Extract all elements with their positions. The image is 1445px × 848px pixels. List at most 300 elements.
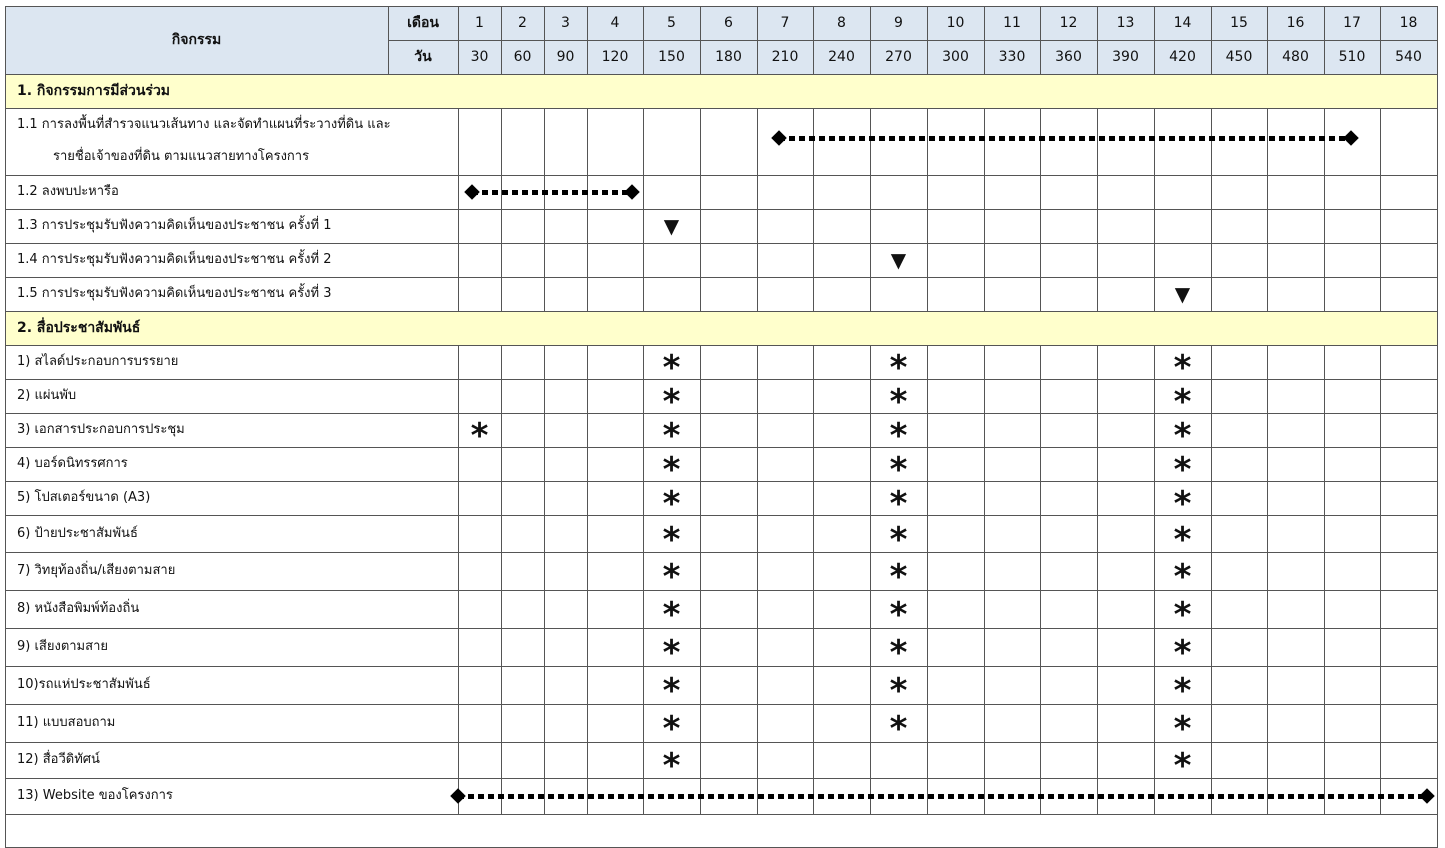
- grid-line-v: [984, 481, 985, 516]
- grid-line-v: [1211, 666, 1212, 705]
- activity-label: 1) สไลด์ประกอบการบรรยาย: [17, 354, 179, 369]
- grid-line-v: [813, 742, 814, 779]
- grid-line-v: [501, 666, 502, 705]
- header-month-2: 2: [518, 15, 527, 31]
- grid-line-v: [1040, 345, 1041, 380]
- grid-line-v: [1324, 379, 1325, 414]
- header-month-13: 13: [1116, 15, 1135, 31]
- grid-line-v: [1097, 481, 1098, 516]
- grid-line-v: [1154, 209, 1155, 244]
- grid-line-v: [544, 108, 545, 176]
- header-month-14: 14: [1173, 15, 1192, 31]
- grid-line-v: [1267, 379, 1268, 414]
- grid-line-v: [1437, 447, 1438, 482]
- header-month-7: 7: [780, 15, 790, 31]
- header-day-300: 300: [942, 49, 969, 65]
- grid-line-v: [544, 277, 545, 312]
- grid-line-v: [1097, 515, 1098, 553]
- star-marker: *: [889, 519, 908, 560]
- grid-line-v: [927, 277, 928, 312]
- grid-line-v: [1437, 481, 1438, 516]
- end-diamond: [624, 184, 640, 200]
- grid-line-v: [927, 108, 928, 176]
- grid-line-v: [1211, 447, 1212, 482]
- grid-line-v: [1380, 447, 1381, 482]
- grid-line-v: [643, 413, 644, 448]
- grid-line-v: [1040, 6, 1041, 75]
- activity-label: 2) แผ่นพับ: [17, 388, 77, 403]
- grid-line-v: [1040, 379, 1041, 414]
- grid-line-v: [700, 175, 701, 210]
- grid-line-v: [1437, 742, 1438, 779]
- triangle-marker: ▼: [1174, 282, 1191, 306]
- grid-line-v: [544, 742, 545, 779]
- header-day-420: 420: [1169, 49, 1196, 65]
- grid-line-v: [501, 515, 502, 553]
- grid-line-v: [501, 590, 502, 629]
- header-day-480: 480: [1282, 49, 1309, 65]
- grid-line-v: [1267, 552, 1268, 591]
- grid-line-v: [757, 742, 758, 779]
- star-marker: *: [1173, 671, 1192, 711]
- duration-line: [779, 136, 1351, 141]
- grid-line-v: [870, 704, 871, 743]
- grid-line-v: [813, 243, 814, 278]
- grid-line-v: [813, 108, 814, 176]
- grid-line-v: [1154, 345, 1155, 380]
- grid-line-v: [1324, 590, 1325, 629]
- grid-line-v: [927, 243, 928, 278]
- grid-line-v: [643, 6, 644, 75]
- grid-line-v: [1211, 6, 1212, 75]
- header-month-3: 3: [561, 15, 570, 31]
- grid-line-v: [1097, 175, 1098, 210]
- star-marker: *: [1173, 348, 1192, 388]
- grid-line-v: [700, 590, 701, 629]
- grid-line-v: [1097, 345, 1098, 380]
- grid-line-v: [757, 175, 758, 210]
- grid-line-v: [1040, 277, 1041, 312]
- grid-line-v: [1211, 108, 1212, 176]
- grid-line-v: [1437, 175, 1438, 210]
- section-header: 1. กิจกรรมการมีส่วนร่วม: [5, 74, 1437, 108]
- grid-line-v: [870, 345, 871, 380]
- grid-line-v: [927, 379, 928, 414]
- grid-line-v: [458, 379, 459, 414]
- header-day-360: 360: [1055, 49, 1082, 65]
- grid-line-v: [1380, 6, 1381, 75]
- grid-line-v: [1097, 379, 1098, 414]
- grid-line-v: [757, 447, 758, 482]
- star-marker: *: [470, 416, 489, 456]
- star-marker: *: [1173, 416, 1192, 456]
- grid-line-v: [1324, 6, 1325, 75]
- header-day-label: วัน: [414, 49, 432, 65]
- grid-line-v: [700, 345, 701, 380]
- grid-line-v: [1324, 447, 1325, 482]
- header-day-330: 330: [998, 49, 1026, 65]
- grid-line-v: [870, 209, 871, 244]
- grid-line-v: [927, 413, 928, 448]
- star-marker: *: [889, 557, 908, 597]
- grid-line-v: [984, 345, 985, 380]
- grid-line-v: [1040, 108, 1041, 176]
- grid-line-v: [643, 243, 644, 278]
- grid-line-v: [1154, 108, 1155, 176]
- grid-line-v: [1437, 413, 1438, 448]
- grid-line-v: [1380, 628, 1381, 667]
- header-activity-label: กิจกรรม: [171, 32, 222, 48]
- activity-label-line2: รายชื่อเจ้าของที่ดิน ตามแนวสายทางโครงการ: [53, 149, 310, 164]
- header-day-60: 60: [513, 49, 532, 65]
- header-month-8: 8: [837, 15, 846, 31]
- header-month-6: 6: [724, 15, 733, 31]
- grid-line-h: [5, 742, 1438, 743]
- grid-line-v: [984, 628, 985, 667]
- star-marker: *: [1173, 595, 1192, 635]
- star-marker: *: [662, 709, 681, 749]
- grid-line-v: [458, 481, 459, 516]
- grid-line-v: [1211, 552, 1212, 591]
- header-month-4: 4: [610, 15, 620, 31]
- grid-line-v: [501, 209, 502, 244]
- grid-line-v: [757, 413, 758, 448]
- star-marker: *: [662, 519, 681, 560]
- section-header: 2. สื่อประชาสัมพันธ์: [5, 311, 1437, 345]
- header-day-180: 180: [715, 49, 742, 65]
- grid-line-v: [870, 379, 871, 414]
- grid-line-v: [1437, 6, 1438, 75]
- grid-line-v: [1040, 704, 1041, 743]
- grid-line-v: [501, 742, 502, 779]
- grid-line-v: [458, 666, 459, 705]
- grid-line-v: [1097, 704, 1098, 743]
- grid-line-v: [501, 277, 502, 312]
- grid-line-v: [587, 447, 588, 482]
- grid-line-v: [501, 552, 502, 591]
- header-day-120: 120: [601, 49, 629, 65]
- star-marker: *: [662, 348, 681, 388]
- grid-line-v: [458, 243, 459, 278]
- grid-line-v: [1324, 108, 1325, 176]
- grid-line-v: [984, 590, 985, 629]
- grid-line-v: [870, 108, 871, 176]
- grid-line-v: [458, 108, 459, 176]
- grid-line-v: [700, 704, 701, 743]
- grid-line-v: [1324, 209, 1325, 244]
- grid-line-v: [1380, 108, 1381, 176]
- grid-line-v: [757, 243, 758, 278]
- grid-line-v: [813, 552, 814, 591]
- grid-line-v: [544, 590, 545, 629]
- grid-line-v: [1211, 209, 1212, 244]
- grid-line-v: [1437, 243, 1438, 278]
- grid-line-v: [813, 666, 814, 705]
- grid-line-v: [587, 704, 588, 743]
- grid-line-h: [5, 6, 1438, 7]
- grid-line-v: [700, 447, 701, 482]
- star-marker: *: [662, 450, 681, 490]
- grid-line-v: [1380, 345, 1381, 380]
- grid-line-v: [1437, 345, 1438, 380]
- grid-line-v: [544, 209, 545, 244]
- grid-line-v: [544, 447, 545, 482]
- start-diamond: [771, 130, 787, 146]
- grid-line-v: [1380, 515, 1381, 553]
- grid-line-v: [1040, 590, 1041, 629]
- grid-line-v: [643, 515, 644, 553]
- grid-line-v: [643, 742, 644, 779]
- grid-line-h: [5, 628, 1438, 629]
- star-marker: *: [662, 746, 681, 786]
- header-day-210: 210: [771, 49, 799, 65]
- grid-line-v: [700, 379, 701, 414]
- star-marker: *: [662, 557, 681, 597]
- grid-line-v: [927, 628, 928, 667]
- activity-label: 13) Website ของโครงการ: [17, 788, 173, 803]
- grid-line-v: [587, 6, 588, 75]
- grid-line-h: [5, 666, 1438, 667]
- grid-line-v: [927, 552, 928, 591]
- grid-line-v: [700, 6, 701, 75]
- grid-line-v: [1380, 243, 1381, 278]
- duration-line: [472, 190, 632, 195]
- grid-line-v: [1267, 209, 1268, 244]
- grid-line-v: [1437, 778, 1438, 815]
- grid-line-v: [984, 413, 985, 448]
- grid-line-v: [1097, 628, 1098, 667]
- grid-line-v: [1267, 704, 1268, 743]
- grid-line-v: [757, 628, 758, 667]
- star-marker: *: [662, 382, 681, 422]
- grid-line-v: [643, 108, 644, 176]
- grid-line-v: [700, 277, 701, 312]
- grid-line-v: [1211, 277, 1212, 312]
- grid-line-h: [5, 515, 1438, 516]
- grid-line-v: [1211, 704, 1212, 743]
- grid-line-v: [458, 209, 459, 244]
- grid-line-v: [1267, 481, 1268, 516]
- grid-line-v: [587, 481, 588, 516]
- grid-line-v: [1211, 628, 1212, 667]
- grid-line-v: [1211, 481, 1212, 516]
- grid-line-v: [1380, 413, 1381, 448]
- star-marker: *: [1173, 709, 1192, 749]
- grid-line-v: [870, 277, 871, 312]
- grid-line-v: [1437, 209, 1438, 244]
- grid-line-v: [1324, 243, 1325, 278]
- grid-line-v: [643, 209, 644, 244]
- activity-label: 5) โปสเตอร์ขนาด (A3): [17, 490, 151, 505]
- grid-line-v: [927, 742, 928, 779]
- activity-label: 10)รถแห่ประชาสัมพันธ์: [17, 677, 151, 692]
- grid-line-v: [587, 243, 588, 278]
- grid-line-v: [1380, 666, 1381, 705]
- grid-line-v: [1324, 481, 1325, 516]
- grid-line-v: [813, 628, 814, 667]
- grid-line-v: [1324, 552, 1325, 591]
- grid-line-v: [1267, 6, 1268, 75]
- grid-line-v: [757, 704, 758, 743]
- grid-line-v: [1097, 447, 1098, 482]
- grid-line-v: [544, 628, 545, 667]
- grid-line-v: [1324, 345, 1325, 380]
- grid-line-v: [984, 243, 985, 278]
- grid-line-v: [1267, 447, 1268, 482]
- grid-line-v: [1380, 277, 1381, 312]
- grid-line-v: [1040, 515, 1041, 553]
- grid-line-v: [1097, 108, 1098, 176]
- grid-line-v: [984, 6, 985, 75]
- star-marker: *: [1173, 519, 1192, 560]
- grid-line-h: [5, 704, 1438, 705]
- star-marker: *: [889, 595, 908, 635]
- grid-line-v: [1154, 6, 1155, 75]
- star-marker: *: [662, 671, 681, 711]
- grid-line-v: [587, 108, 588, 176]
- activity-label: 11) แบบสอบถาม: [17, 715, 116, 730]
- star-marker: *: [662, 484, 681, 524]
- header-day-390: 390: [1112, 49, 1139, 65]
- grid-line-v: [870, 552, 871, 591]
- header-day-240: 240: [828, 49, 855, 65]
- header-month-17: 17: [1343, 15, 1361, 31]
- grid-line-v: [1211, 345, 1212, 380]
- grid-line-v: [984, 552, 985, 591]
- grid-line-v: [1380, 742, 1381, 779]
- activity-label: 1.5 การประชุมรับฟังความคิดเห็นของประชาชน ครั้งที่ 3: [17, 286, 332, 301]
- grid-line-v: [1380, 552, 1381, 591]
- star-marker: *: [662, 633, 681, 673]
- grid-line-v: [643, 666, 644, 705]
- grid-line-v: [757, 379, 758, 414]
- grid-line-v: [757, 515, 758, 553]
- grid-line-v: [870, 447, 871, 482]
- grid-line-v: [1154, 243, 1155, 278]
- grid-line-v: [1437, 379, 1438, 414]
- grid-line-v: [1154, 704, 1155, 743]
- grid-line-v: [927, 447, 928, 482]
- grid-line-v: [1154, 175, 1155, 210]
- grid-line-v: [757, 590, 758, 629]
- grid-line-v: [1380, 379, 1381, 414]
- grid-line-v: [1097, 243, 1098, 278]
- grid-line-v: [501, 481, 502, 516]
- grid-line-v: [544, 345, 545, 380]
- grid-line-h: [5, 778, 1438, 779]
- header-day-30: 30: [470, 49, 489, 65]
- star-marker: *: [889, 484, 908, 524]
- grid-line-v: [458, 447, 459, 482]
- header-day-270: 270: [885, 49, 912, 65]
- star-marker: *: [1173, 450, 1192, 490]
- grid-line-v: [1267, 345, 1268, 380]
- grid-line-v: [870, 413, 871, 448]
- activity-label: 6) ป้ายประชาสัมพันธ์: [17, 525, 138, 541]
- grid-line-v: [1154, 590, 1155, 629]
- activity-label: [5, 108, 458, 175]
- star-marker: *: [889, 709, 908, 749]
- grid-line-h: [5, 277, 1438, 278]
- grid-line-v: [1267, 742, 1268, 779]
- grid-line-v: [501, 6, 502, 75]
- grid-line-v: [544, 666, 545, 705]
- grid-line-v: [1040, 481, 1041, 516]
- grid-line-h: [5, 413, 1438, 414]
- grid-line-v: [700, 515, 701, 553]
- grid-line-v: [587, 277, 588, 312]
- grid-line-v: [458, 590, 459, 629]
- grid-line-v: [643, 345, 644, 380]
- grid-line-v: [757, 345, 758, 380]
- grid-line-v: [700, 628, 701, 667]
- grid-line-v: [927, 515, 928, 553]
- grid-line-v: [757, 6, 758, 75]
- grid-line-v: [757, 481, 758, 516]
- grid-line-v: [813, 345, 814, 380]
- grid-line-v: [1324, 742, 1325, 779]
- grid-line-v: [1437, 277, 1438, 312]
- grid-line-v: [1040, 413, 1041, 448]
- grid-line-v: [1040, 243, 1041, 278]
- activity-label: 9) เสียงตามสาย: [17, 639, 108, 654]
- grid-line-v: [1097, 209, 1098, 244]
- grid-line-v: [1097, 6, 1098, 75]
- grid-line-v: [5, 6, 6, 848]
- grid-line-v: [700, 108, 701, 176]
- grid-line-v: [757, 277, 758, 312]
- grid-line-v: [1040, 666, 1041, 705]
- grid-line-v: [1040, 447, 1041, 482]
- grid-line-h: [5, 108, 1438, 109]
- star-marker: *: [1173, 557, 1192, 597]
- grid-line-v: [587, 666, 588, 705]
- grid-line-v: [1211, 590, 1212, 629]
- grid-line-v: [1380, 209, 1381, 244]
- grid-line-v: [1267, 628, 1268, 667]
- grid-line-v: [984, 704, 985, 743]
- grid-line-h: [388, 40, 1438, 41]
- grid-line-v: [643, 552, 644, 591]
- grid-line-v: [1267, 413, 1268, 448]
- grid-line-v: [1324, 515, 1325, 553]
- grid-line-v: [1437, 628, 1438, 667]
- grid-line-v: [1324, 175, 1325, 210]
- grid-line-v: [643, 379, 644, 414]
- grid-line-v: [984, 515, 985, 553]
- grid-line-v: [813, 413, 814, 448]
- grid-line-v: [927, 6, 928, 75]
- header-month-15: 15: [1230, 15, 1248, 31]
- grid-line-v: [388, 6, 389, 75]
- end-diamond: [1419, 788, 1435, 804]
- grid-line-v: [813, 379, 814, 414]
- activity-label-line1: 1.1 การลงพื้นที่สำรวจแนวเส้นทาง และจัดทำแผนที่ระวางที่ดิน และ: [17, 117, 391, 132]
- grid-line-v: [700, 243, 701, 278]
- grid-line-v: [1040, 742, 1041, 779]
- grid-line-v: [1211, 515, 1212, 553]
- activity-label: 1.4 การประชุมรับฟังความคิดเห็นของประชาชน ครั้งที่ 2: [17, 252, 332, 267]
- grid-line-v: [544, 515, 545, 553]
- header-month-10: 10: [946, 15, 965, 31]
- grid-line-v: [587, 590, 588, 629]
- grid-line-v: [501, 447, 502, 482]
- grid-line-v: [870, 243, 871, 278]
- grid-line-v: [643, 590, 644, 629]
- header-month-11: 11: [1003, 15, 1021, 31]
- grid-line-v: [544, 379, 545, 414]
- grid-line-v: [544, 6, 545, 75]
